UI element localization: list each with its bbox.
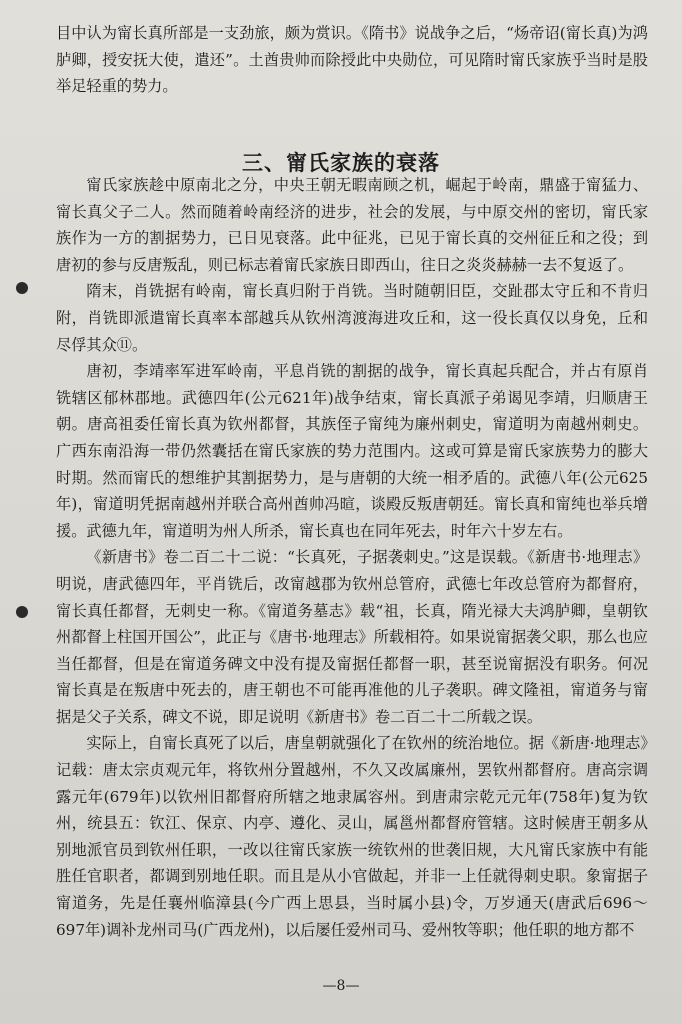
intro-paragraph: [56, 20, 648, 100]
section-heading: 三、甯氏家族的衰落: [242, 150, 440, 175]
paragraph: 唐初，李靖率军进军岭南，平息肖铣的割据的战争，甯长真起兵配合，并占有原肖铣辖区郁林郡地。武德四年(公元621年)战争结束，甯长真派子弟谒见李靖，归顺唐王朝。唐高祖委任甯长真为钦州都督，其族侄子甯纯为廉州刺史，甯道明为南越州刺史。广西东南沿海一带仍然囊括在甯氏家族的势力范围内。这或可算是甯氏家族势力的膨大时期。然而甯氏的想维护其割据势力，是与唐朝的大统一相矛盾的。武德八年(公元625年)，甯道明凭据南越州并联合高州酋帅冯暄，谈殿反叛唐朝廷。甯长真和甯纯也举兵增援。武德九年，甯道明为州人所杀，甯长真也在同年死去，时年六十岁左右。: [56, 362, 648, 540]
binding-hole: [16, 282, 28, 294]
paragraph: 隋末，肖铣据有岭南，甯长真归附于肖铣。当时随朝旧臣，交趾郡太守丘和不肯归附，肖铣即派遣甯长真率本部越兵从钦州湾渡海进攻丘和，这一役长真仅以身免，丘和尽俘其众⑪。: [56, 282, 648, 354]
page-number: —8—: [322, 978, 360, 994]
paragraph: 实际上，自甯长真死了以后，唐皇朝就强化了在钦州的统治地位。据《新唐·地理志》记载：唐太宗贞观元年，将钦州分置越州，不久又改属廉州，罢钦州都督府。唐高宗调露元年(679年)以钦州旧都督府所辖之地隶属容州。到唐肃宗乾元元年(758年)复为钦州，统县五：钦江、保京、内亭、遵化、灵山，属邕州都督府管辖。这时候唐王朝多从别地派官员到钦州任职，一改以往甯氏家族一统钦州的世袭旧规，大凡甯氏家族中有能胜任官职者，都调到别地任职。而且是从小官做起，并非一上任就得刺史职。象甯据子甯道务，先是任襄州临漳县(今广西上思县，当时属小县)令，万岁通天(唐武后696～697年)调补龙州司马(广西龙州)，以后屡任爱州司马、爱州牧等职；他任职的地方都不: [56, 734, 648, 939]
binding-hole: [16, 606, 28, 618]
intro-text: 目中认为甯长真所部是一支劲旅，颇为赏识。《隋书》说战争之后，“炀帝诏(甯长真)为鸿胪卿，授安抚大使，遣还”。土酋贵帅而除授此中央勋位，可见隋时甯氏家族乎当时是股举足轻重的势力。: [56, 24, 648, 96]
section-body: [56, 172, 648, 943]
paragraph: 《新唐书》卷二百二十二说：“长真死，子据袭刺史。”这是误载。《新唐书·地理志》明说，唐武德四年，平肖铣后，改甯越郡为钦州总管府，武德七年改总管府为都督府，甯长真任都督，无刺史一称。《甯道务墓志》载“祖，长真，隋光禄大夫鸿胪卿，皇朝钦州都督上柱国开国公”，此正与《唐书·地理志》所载相符。如果说甯据袭父职，那么也应当任都督，但是在甯道务碑文中没有提及甯据任都督一职，甚至说甯据没有职务。何况甯长真是在叛唐中死去的，唐王朝也不可能再准他的儿子袭职。碑文隆祖，甯道务与甯据是父子关系，碑文不说，即足说明《新唐书》卷二百二十二所载之误。: [56, 548, 648, 726]
paragraph: 甯氏家族趁中原南北之分，中央王朝无暇南顾之机，崛起于岭南，鼎盛于甯猛力、甯长真父子二人。然而随着岭南经济的进步，社会的发展，与中原交州的密切，甯氏家族作为一方的割据势力，已日见衰落。此中征兆，已见于甯长真的交州征丘和之役；到唐初的参与反唐叛乱，则已标志着甯氏家族日即西山，往日之炎炎赫赫一去不复返了。: [56, 176, 648, 274]
